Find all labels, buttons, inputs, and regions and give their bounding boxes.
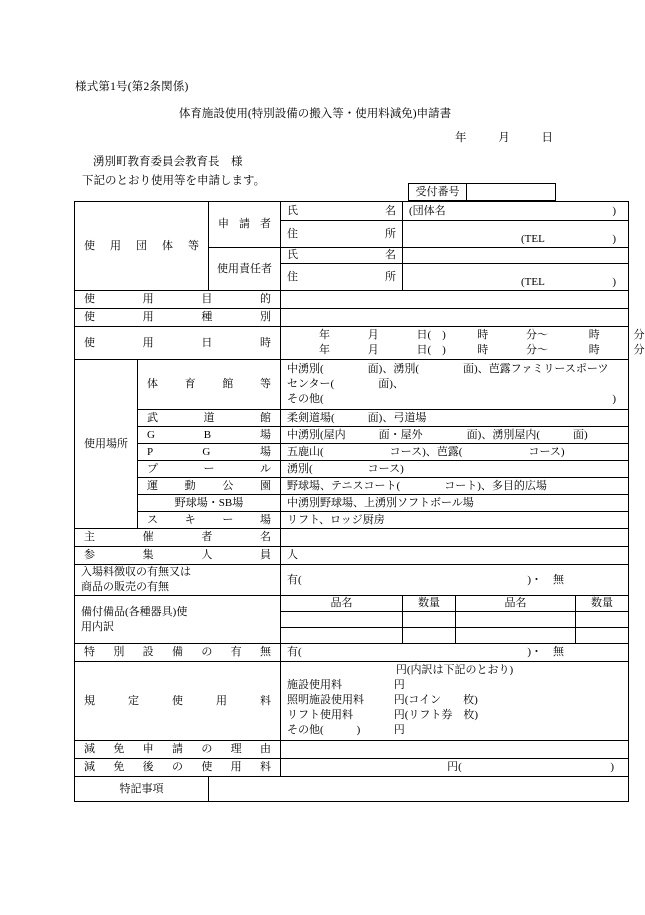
form-number: 様式第1号(第2条関係) — [75, 81, 189, 93]
receipt-number-value[interactable] — [467, 184, 555, 200]
purpose-value[interactable] — [281, 291, 629, 309]
page-title: 体育施設使用(特別設備の搬入等・使用料減免)申請書 — [178, 108, 452, 120]
dt1-hour: 時 — [477, 329, 489, 341]
venue-item-baseball-label: 野球場・SB場 — [138, 495, 281, 512]
fee-item-lift-name: リフト使用料 — [287, 709, 353, 721]
special-equipment-value[interactable] — [281, 644, 629, 662]
admission-label-line-2: 商品の販売の有無 — [81, 581, 169, 593]
datetime-line-2 — [281, 343, 645, 358]
manager-name-value[interactable] — [403, 248, 629, 264]
reduced-fee-value[interactable] — [281, 759, 629, 777]
table-row-applicant-name — [75, 202, 629, 221]
special-equipment-yes: 有( — [287, 646, 302, 658]
table-row-purpose — [75, 291, 629, 309]
admission-choice: )・ 無 — [527, 573, 565, 586]
dt1-year: 年 — [319, 329, 330, 341]
notes-label: 特記事項 — [75, 777, 209, 802]
table-row-kind — [75, 309, 629, 327]
fee-item-lighting-yen: 円(コイン 枚) — [393, 694, 478, 706]
gym-other-prefix: その他( — [287, 393, 324, 405]
table-row-venue-gb — [75, 427, 629, 444]
venue-label: 使用場所 — [75, 360, 138, 529]
venue-item-pg-value[interactable]: 五鹿山( コース)、芭露( コース) — [281, 444, 629, 461]
gym-line-3 — [287, 392, 622, 407]
venue-item-baseball-value[interactable]: 中湧別野球場、上湧別ソフトボール場 — [281, 495, 629, 512]
fee-item-lighting-name: 照明施設使用料 — [287, 694, 364, 706]
equipment-header-item-2: 品名 — [456, 596, 576, 612]
dt1-minute2: 分 — [633, 329, 645, 341]
notes-value[interactable] — [209, 777, 629, 802]
applicant-name-value[interactable] — [403, 202, 629, 221]
table-row-venue-park — [75, 478, 629, 495]
equipment-cell-qty-2-2[interactable] — [576, 628, 629, 644]
admission-value[interactable] — [281, 565, 629, 596]
venue-item-gb-label: G B 場 — [138, 427, 281, 444]
applicant-name-label: 氏名 — [281, 202, 403, 221]
fee-item-lift — [287, 708, 622, 723]
kind-value[interactable] — [281, 309, 629, 327]
venue-item-pg-label: P G 場 — [138, 444, 281, 461]
table-row-notes — [75, 777, 629, 802]
venue-item-gym-label: 体育館等 — [138, 360, 281, 410]
manager-tel-close: ) — [612, 276, 617, 288]
special-equipment-label: 特別設備の有無 — [75, 644, 281, 662]
fee-item-facility — [287, 678, 622, 693]
venue-item-park-label: 運動公園 — [138, 478, 281, 495]
organizer-label: 主催者名 — [75, 529, 281, 547]
addressee: 湧別町教育委員会教育長 様 — [93, 156, 243, 168]
venue-item-ski-label: スキー場 — [138, 512, 281, 529]
equipment-label-line-1: 備付備品(各種器具)使 — [81, 605, 188, 618]
venue-item-gym-value[interactable] — [281, 360, 629, 410]
fee-item-other-name: その他( ) — [287, 724, 361, 736]
fee-label: 規定使用料 — [75, 662, 281, 741]
attendance-value[interactable]: 人 — [281, 547, 629, 565]
table-row-equipment-header — [75, 596, 629, 612]
attendance-label: 参集人員 — [75, 547, 281, 565]
date-month-label: 月 — [498, 132, 510, 144]
date-day-label: 日 — [541, 132, 553, 144]
equipment-cell-item-1-2[interactable] — [456, 612, 576, 628]
dt2-minute2: 分 — [633, 344, 645, 356]
manager-label: 使用責任者 — [209, 248, 281, 291]
table-row-reduction-reason — [75, 741, 629, 759]
venue-item-park-value[interactable]: 野球場、テニスコート( コート)、多目的広場 — [281, 478, 629, 495]
dt2-year: 年 — [319, 344, 330, 356]
reduced-fee-close: ) — [610, 761, 615, 773]
admission-label — [75, 565, 281, 596]
gym-line-2: センター( 面)、 — [287, 378, 404, 390]
fee-item-other — [287, 723, 622, 738]
manager-address-value[interactable] — [403, 264, 629, 291]
reduction-reason-label: 減免申請の理由 — [75, 741, 281, 759]
venue-item-pool-label: プール — [138, 461, 281, 478]
reduced-fee-amount: 円( — [447, 761, 462, 773]
table-row-venue-baseball — [75, 495, 629, 512]
applicant-address-label: 住所 — [281, 221, 403, 248]
datetime-value[interactable] — [281, 327, 645, 360]
manager-name-label: 氏名 — [281, 248, 403, 264]
dt1-hour2: 時 — [588, 329, 600, 341]
table-row-venue-budokan — [75, 410, 629, 427]
dt1-day: 日( ) — [416, 329, 446, 341]
date-year-label: 年 — [455, 132, 467, 144]
applicant-tel-label: (TEL — [521, 233, 545, 245]
datetime-line-1 — [281, 328, 645, 343]
dt2-minute: 分〜 — [526, 344, 548, 356]
equipment-cell-qty-2-1[interactable] — [403, 628, 456, 644]
venue-item-budokan-label: 武道館 — [138, 410, 281, 427]
equipment-cell-qty-1-1[interactable] — [403, 612, 456, 628]
organizer-value[interactable] — [281, 529, 629, 547]
equipment-cell-item-2-2[interactable] — [456, 628, 576, 644]
equipment-cell-item-2-1[interactable] — [281, 628, 403, 644]
dt2-hour2: 時 — [588, 344, 600, 356]
dt1-month: 月 — [367, 329, 379, 341]
table-row-admission — [75, 565, 629, 596]
fee-item-other-yen: 円 — [393, 724, 405, 736]
gym-other-close: ) — [612, 393, 617, 405]
admission-label-line-1: 入場料徴収の有無又は — [81, 566, 191, 578]
applicant-org-prefix: (団体名 — [409, 204, 446, 217]
receipt-number-label: 受付番号 — [409, 184, 467, 200]
datetime-label: 使用日時 — [75, 327, 281, 360]
table-row-venue-gym — [75, 360, 629, 410]
reduction-reason-value[interactable] — [281, 741, 629, 759]
equipment-cell-item-1-1[interactable] — [281, 612, 403, 628]
fee-item-facility-yen: 円 — [393, 679, 405, 691]
fee-item-lighting — [287, 693, 622, 708]
table-row-fee — [75, 662, 629, 741]
admission-yes: 有( — [287, 573, 302, 586]
fee-value[interactable] — [281, 662, 629, 741]
equipment-cell-qty-1-2[interactable] — [576, 612, 629, 628]
venue-item-pool-value[interactable]: 湧別( コース) — [281, 461, 629, 478]
table-row-venue-ski — [75, 512, 629, 529]
purpose-label: 使用目的 — [75, 291, 281, 309]
table-row-venue-pool — [75, 461, 629, 478]
group-label: 使用団体等 — [75, 202, 209, 291]
venue-item-ski-value[interactable]: リフト、ロッジ厨房 — [281, 512, 629, 529]
table-row-special-equipment — [75, 644, 629, 662]
application-table — [74, 201, 645, 802]
venue-item-budokan-value[interactable]: 柔剣道場( 面)、弓道場 — [281, 410, 629, 427]
table-row-organizer — [75, 529, 629, 547]
applicant-tel-close: ) — [612, 233, 617, 245]
table-row-venue-pg — [75, 444, 629, 461]
kind-label: 使用種別 — [75, 309, 281, 327]
equipment-header-item-1: 品名 — [281, 596, 403, 612]
table-row-datetime — [75, 327, 629, 360]
dt2-hour: 時 — [477, 344, 489, 356]
applicant-address-value[interactable] — [403, 221, 629, 248]
reduced-fee-label: 減免後の使用料 — [75, 759, 281, 777]
applicant-label: 申請者 — [209, 202, 281, 248]
dt2-month: 月 — [367, 344, 379, 356]
intro-text: 下記のとおり使用等を申請します。 — [82, 175, 266, 187]
table-row-attendance — [75, 547, 629, 565]
venue-item-gb-value[interactable]: 中湧別(屋内 面・屋外 面)、湧別屋内( 面) — [281, 427, 629, 444]
fee-total-line: 円(内訳は下記のとおり) — [395, 664, 514, 676]
equipment-label — [75, 596, 281, 644]
special-equipment-choice: )・ 無 — [527, 646, 565, 658]
header-date-line — [455, 129, 553, 145]
manager-address-label: 住所 — [281, 264, 403, 291]
gym-line-1: 中湧別( 面)、湧別( 面)、芭露ファミリースポーツ — [287, 363, 609, 375]
equipment-header-qty-1: 数量 — [403, 596, 456, 612]
equipment-header-qty-2: 数量 — [576, 596, 629, 612]
manager-tel-label: (TEL — [521, 276, 545, 288]
applicant-org-close: ) — [612, 204, 617, 217]
equipment-label-line-2: 用内訳 — [81, 620, 114, 633]
fee-item-lift-yen: 円(リフト券 枚) — [393, 709, 479, 721]
receipt-number-box — [408, 183, 556, 201]
dt1-minute: 分〜 — [526, 329, 548, 341]
table-row-reduced-fee — [75, 759, 629, 777]
fee-item-facility-name: 施設使用料 — [287, 679, 342, 691]
dt2-day: 日( ) — [416, 344, 446, 356]
